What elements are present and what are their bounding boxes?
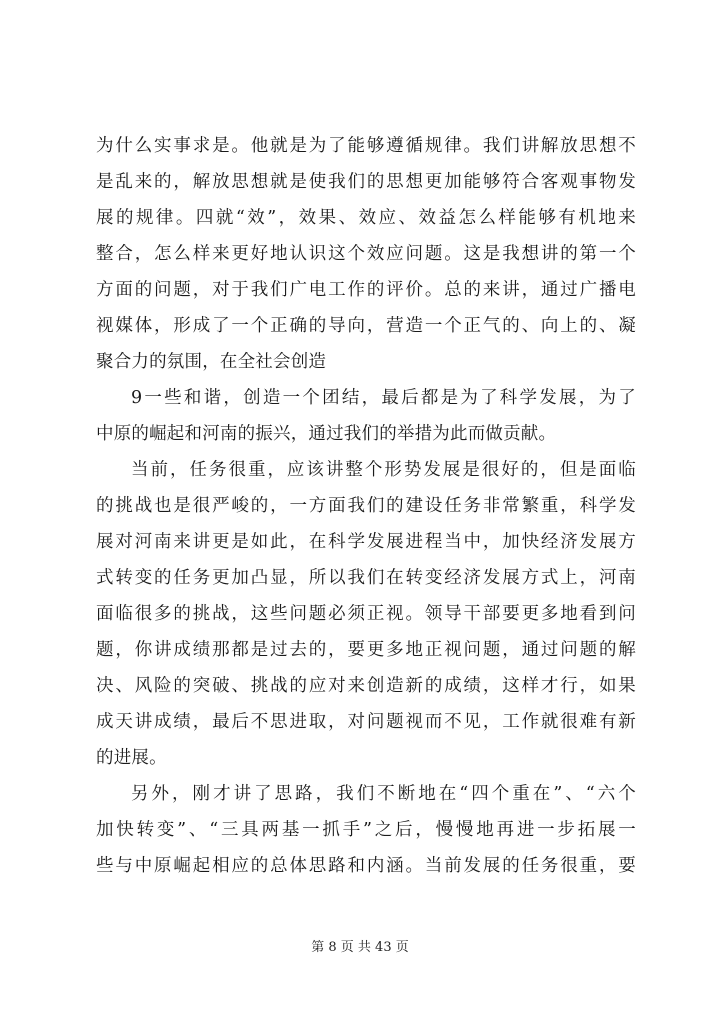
text-line: 方面的问题，对于我们广电工作的评价。总的来讲，通过广播电: [96, 280, 636, 300]
text-line: 中原的崛起和河南的振兴，通过我们的举措为此而做贡献。: [96, 424, 557, 444]
text-line: 当前，任务很重，应该讲整个形势发展是很好的，但是面临: [131, 460, 636, 480]
text-line: 式转变的任务更加凸显，所以我们在转变经济发展方式上，河南: [96, 568, 636, 588]
text-line: 展对河南来讲更是如此，在科学发展进程当中，加快经济发展方: [96, 532, 636, 552]
page-number-footer: 第 8 页 共 43 页: [311, 940, 409, 955]
paragraph-4: [96, 776, 636, 884]
text-line: 为什么实事求是。他就是为了能够遵循规律。我们讲解放思想不: [96, 136, 636, 156]
text-line: 决、风险的突破、挑战的应对来创造新的成绩，这样才行，如果: [96, 676, 636, 696]
text-line: 面临很多的挑战，这些问题必须正视。领导干部要更多地看到问: [96, 604, 636, 624]
text-line: 些与中原崛起相应的总体思路和内涵。当前发展的任务很重，要: [96, 856, 636, 876]
document-body: [96, 128, 636, 884]
text-line: 的挑战也是很严峻的，一方面我们的建设任务非常繁重，科学发: [96, 496, 636, 516]
text-line: 视媒体，形成了一个正确的导向，营造一个正气的、向上的、凝: [96, 316, 636, 336]
text-line: 展的规律。四就“效”，效果、效应、效益怎么样能够有机地来: [96, 208, 636, 228]
paragraph-1: [96, 128, 636, 380]
text-line: 题，你讲成绩那都是过去的，要更多地正视问题，通过问题的解: [96, 640, 636, 660]
text-line: 9一些和谐，创造一个团结，最后都是为了科学发展，为了: [131, 388, 636, 408]
text-line: 聚合力的氛围，在全社会创造: [96, 352, 327, 372]
text-line: 另外，刚才讲了思路，我们不断地在“四个重在”、“六个: [131, 784, 636, 804]
text-line: 的进展。: [96, 748, 167, 768]
text-line: 成天讲成绩，最后不思进取，对问题视而不见，工作就很难有新: [96, 712, 636, 732]
paragraph-3: [96, 452, 636, 776]
text-line: 加快转变”、“三具两基一抓手”之后，慢慢地再进一步拓展一: [96, 820, 636, 840]
text-line: 是乱来的，解放思想就是使我们的思想更加能够符合客观事物发: [96, 172, 636, 192]
paragraph-2: [96, 380, 636, 452]
text-line: 整合，怎么样来更好地认识这个效应问题。这是我想讲的第一个: [96, 244, 636, 264]
